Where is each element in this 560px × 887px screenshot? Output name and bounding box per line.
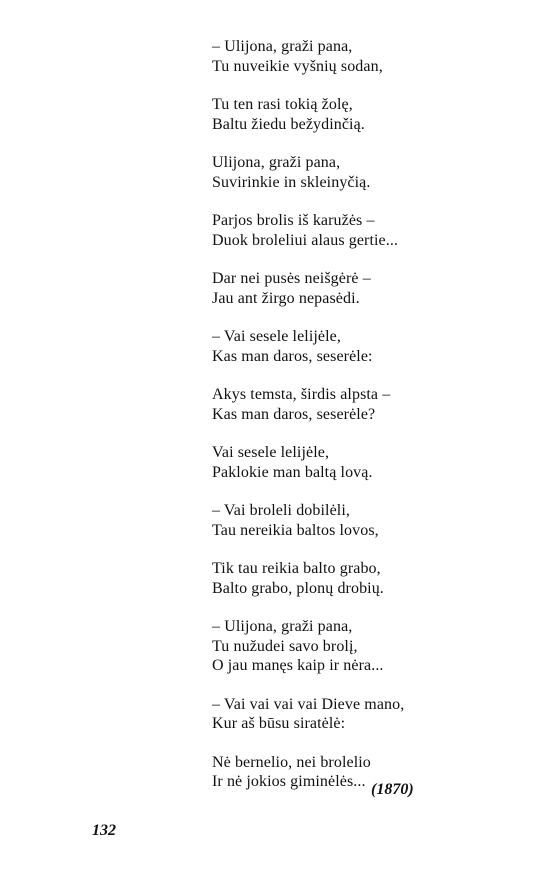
- poem-line: Jau ant žirgo nepasėdi.: [212, 289, 360, 307]
- poem-line: Kas man daros, seserėle?: [212, 405, 376, 423]
- poem-line: Kur aš būsu siratėlė:: [212, 715, 346, 732]
- poem-date: (1870): [371, 781, 414, 798]
- poem-line: Akys temsta, širdis alpsta –: [212, 386, 391, 403]
- poem-line: – Vai sesele lelijėle,: [212, 328, 341, 345]
- poem-line: Nė bernelio, nei brolelio: [212, 753, 371, 771]
- stanza: [212, 617, 542, 676]
- poem-line: Suvirinkie in skleinyčią.: [212, 173, 371, 191]
- poem-line: O jau manęs kaip ir nėra...: [212, 657, 384, 674]
- poem-line: Paklokie man baltą lovą.: [212, 463, 373, 481]
- poem-line: Ir nė jokios giminėlės...: [212, 773, 366, 790]
- stanza: [212, 385, 542, 424]
- poem-line: – Ulijona, graži pana,: [212, 38, 353, 55]
- poem-line: – Vai vai vai vai Dieve mano,: [212, 695, 405, 713]
- stanza: [212, 153, 542, 192]
- stanza: [212, 269, 542, 308]
- poem-line: Parjos brolis iš karužės –: [212, 212, 375, 229]
- poem-line: – Ulijona, graži pana,: [212, 618, 353, 635]
- stanza: [212, 501, 542, 540]
- poem-line: – Vai broleli dobilėli,: [212, 502, 350, 519]
- stanza: [212, 695, 542, 734]
- poem-line: Ulijona, graži pana,: [212, 154, 341, 171]
- poem-line: Tau nereikia baltos lovos,: [212, 521, 379, 539]
- poem-line: Tik tau reikia balto grabo,: [212, 560, 381, 577]
- stanza: [212, 95, 542, 134]
- stanza: [212, 559, 542, 598]
- stanza: [212, 211, 542, 250]
- poem-line: Vai sesele lelijėle,: [212, 444, 330, 461]
- poem-line: Baltu žiedu bežydinčią.: [212, 115, 365, 133]
- page-number: 132: [92, 822, 116, 839]
- poem-line: Balto grabo, plonų drobių.: [212, 579, 384, 597]
- stanza: [212, 443, 542, 482]
- stanza: [212, 327, 542, 366]
- poem-line: Kas man daros, seserėle:: [212, 347, 373, 365]
- poem-line: Tu ten rasi tokią žolę,: [212, 96, 353, 113]
- poem-line: Dar nei pusės neišgėrė –: [212, 270, 371, 287]
- poem-line: Tu nuveikie vyšnių sodan,: [212, 57, 383, 75]
- stanza: [212, 37, 542, 76]
- poem-line: Duok broleliui alaus gertie...: [212, 231, 399, 249]
- poem: [212, 37, 542, 811]
- poem-line: Tu nužudei savo brolį,: [212, 637, 358, 655]
